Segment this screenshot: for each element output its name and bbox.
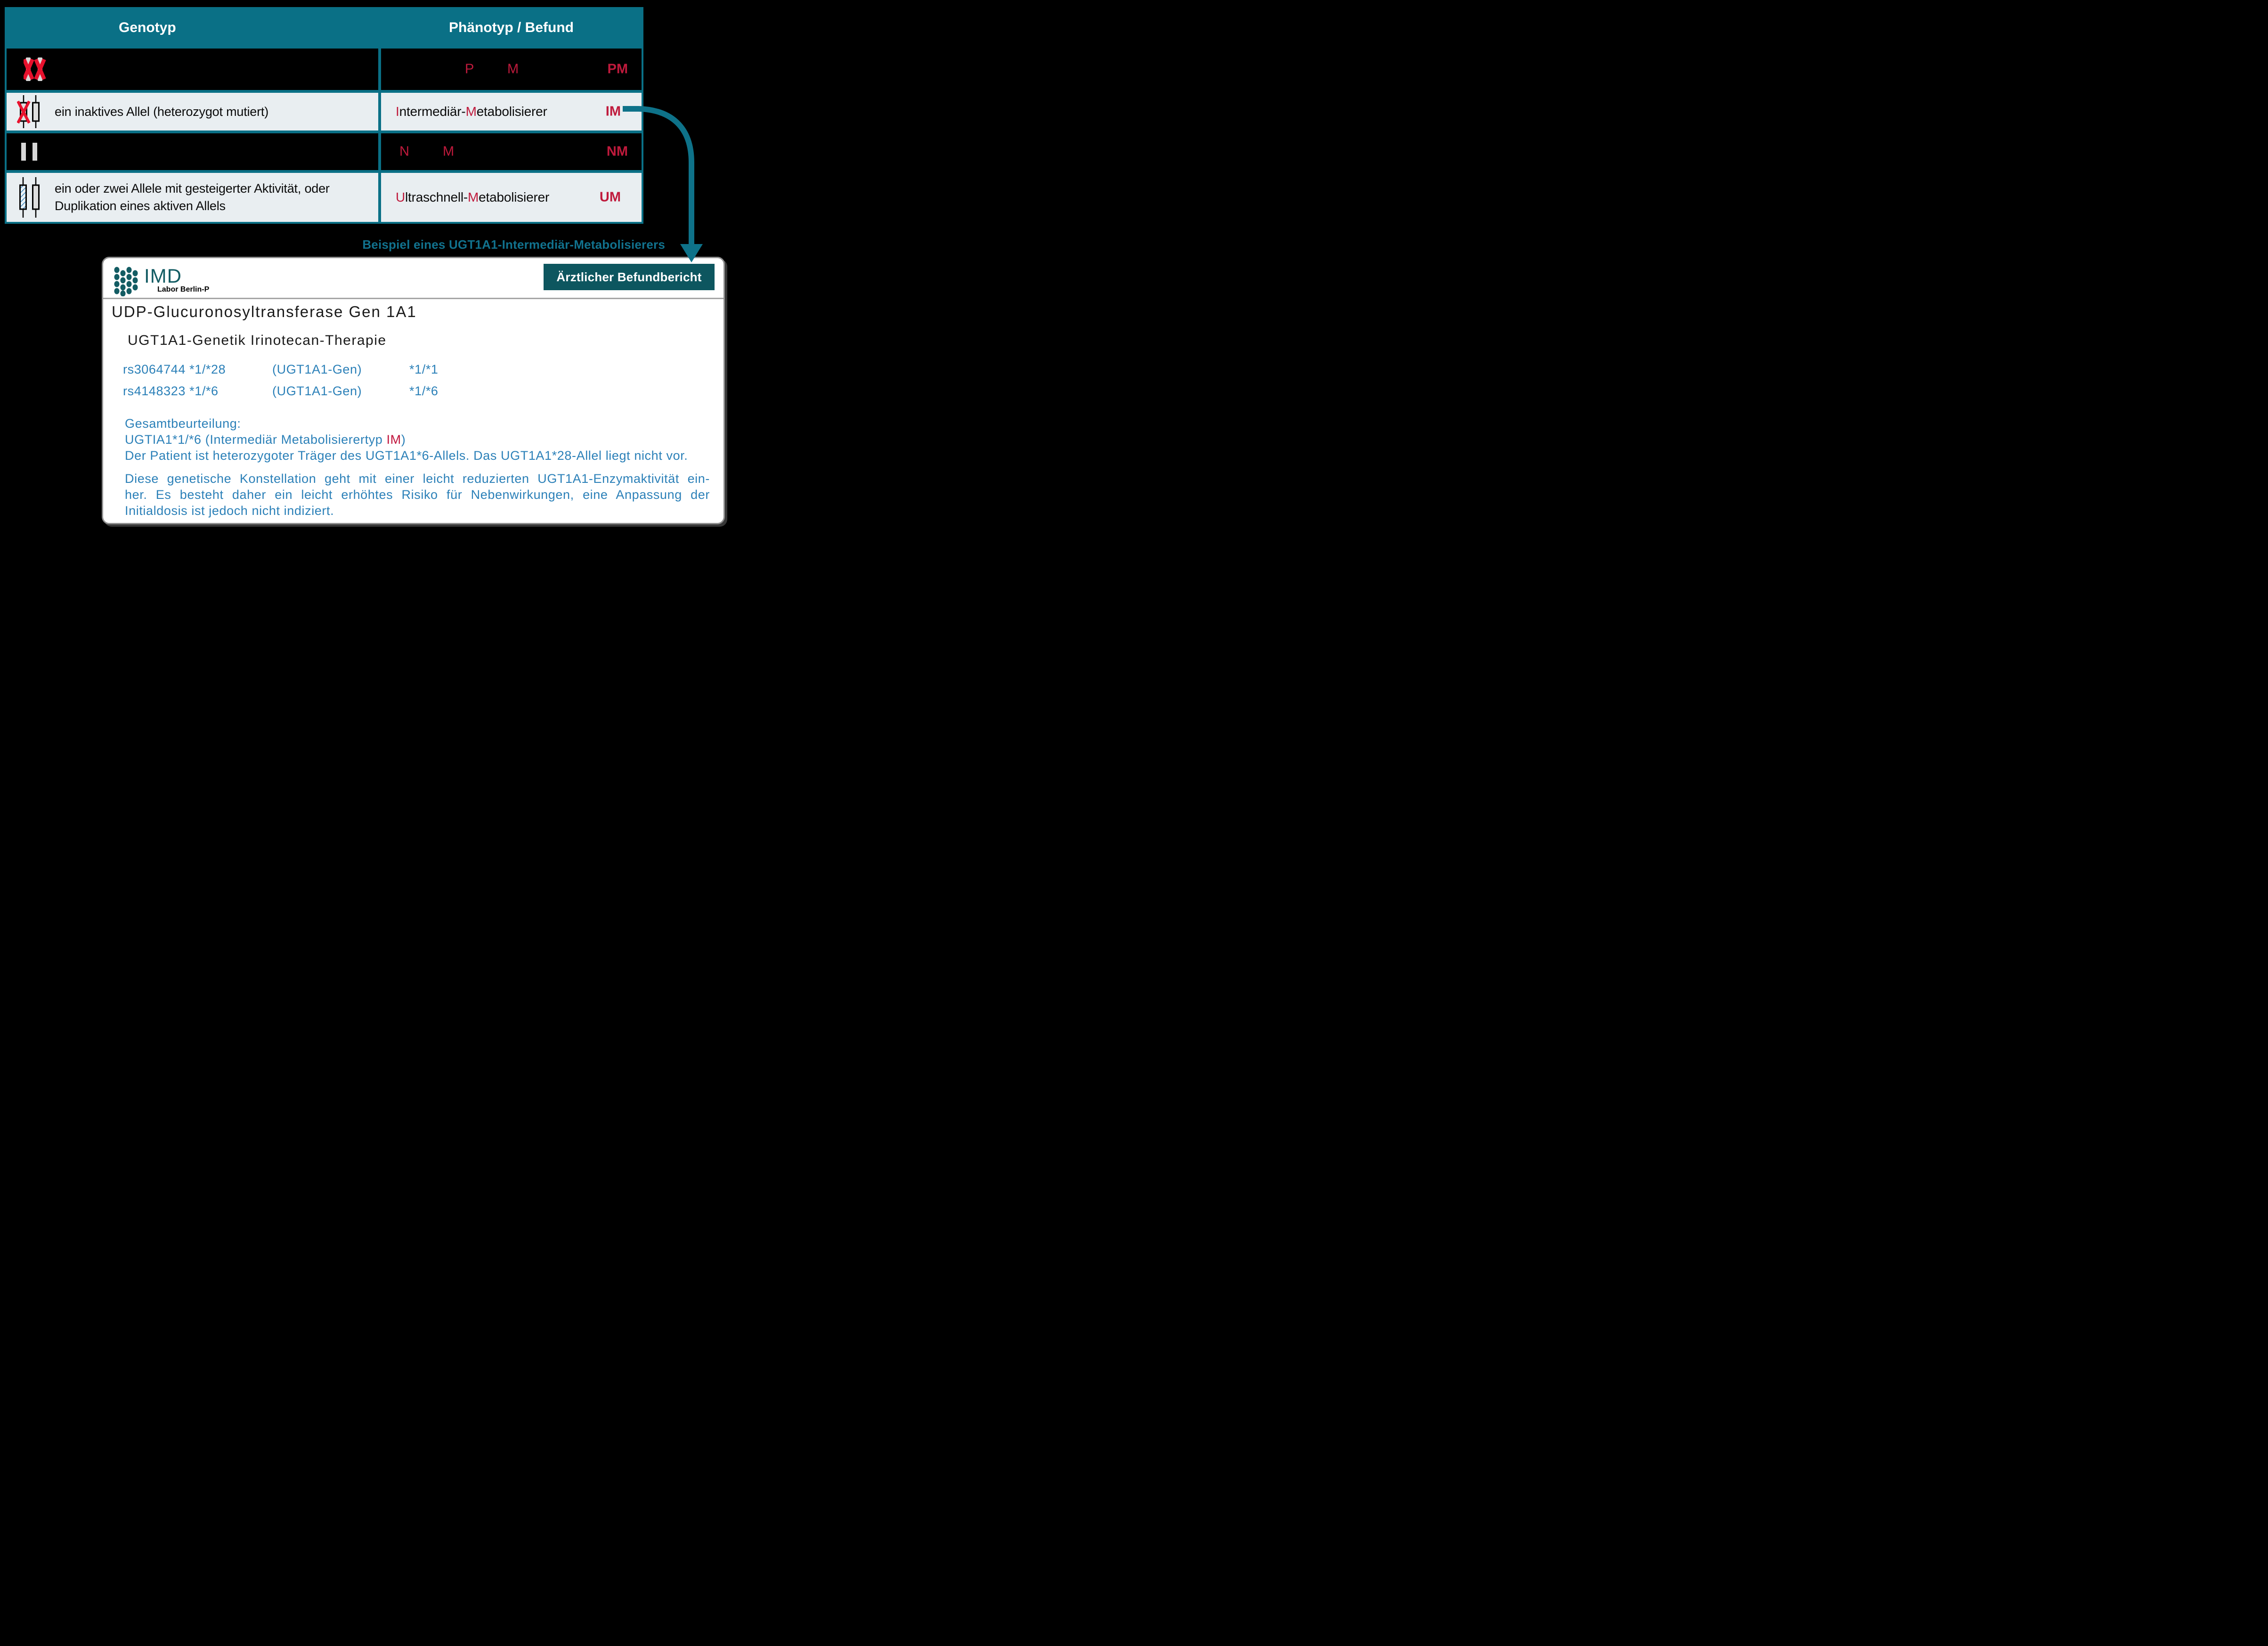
phenotype-initial: N — [399, 144, 409, 159]
table-row — [7, 93, 642, 130]
genotype-cell-redacted — [7, 49, 378, 90]
phenotype-cell-redacted — [381, 133, 642, 170]
genotype-phenotype-table — [5, 7, 643, 224]
note-line: Initialdosis ist jedoch nicht indiziert. — [125, 504, 334, 518]
report-subtitle: UGT1A1-Genetik Irinotecan-Therapie — [128, 333, 387, 348]
phenotype-name — [396, 190, 549, 205]
genotype-description: ein inaktives Allel (heterozygot mutiert) — [55, 104, 269, 119]
genotype-cell — [7, 173, 378, 222]
imd-dot-matrix-logo — [114, 264, 138, 296]
phenotype-cell — [381, 93, 642, 130]
assessment-result — [125, 432, 406, 447]
one-inactive-allele-icon — [17, 95, 42, 128]
two-normal-alleles-icon — [21, 143, 38, 161]
header-genotype: Genotyp — [119, 20, 176, 35]
genotype-cell — [7, 93, 378, 130]
result-marker: rs3064744 *1/*28 — [123, 362, 226, 376]
phenotype-code: IM — [605, 104, 621, 119]
lab-report-card — [102, 257, 725, 524]
report-type-badge: Ärztlicher Befundbericht — [544, 264, 715, 290]
phenotype-name — [396, 104, 547, 119]
phenotype-cell-redacted — [381, 49, 642, 90]
phenotype-initial-red: M — [465, 104, 477, 119]
assessment-text: ) — [401, 432, 406, 447]
result-genotype: *1/*6 — [409, 384, 439, 398]
infographic-page — [0, 0, 739, 536]
header-phenotype: Phänotyp / Befund — [449, 20, 574, 35]
phenotype-text: etabolisierer — [479, 190, 550, 204]
report-title: UDP-Glucuronosyltransferase Gen 1A1 — [112, 303, 417, 320]
phenotype-initial: P — [465, 61, 474, 77]
phenotype-initial-red: M — [468, 190, 479, 204]
phenotype-initial: M — [443, 144, 455, 159]
phenotype-code: UM — [599, 189, 621, 205]
genotype-cell-redacted — [7, 133, 378, 170]
header-divider — [103, 298, 723, 299]
im-code: IM — [386, 432, 401, 447]
brand-name: IMD — [144, 265, 182, 287]
assessment-text: UGTIA1*1/*6 (Intermediär Metabolisierertyp — [125, 432, 387, 447]
note-line: her. Es besteht daher ein leicht erhöhtes Risiko für Nebenwirkungen, eine Anpassung der — [125, 488, 710, 502]
table-row — [7, 173, 642, 222]
example-caption: Beispiel eines UGT1A1-Intermediär-Metabolisierers — [362, 237, 665, 252]
phenotype-initial: M — [507, 61, 519, 77]
table-header-row — [7, 7, 642, 49]
phenotype-text: ntermediär- — [399, 104, 466, 119]
brand-subtitle: Labor Berlin-P — [157, 285, 210, 293]
increased-activity-allele-icon — [17, 177, 42, 218]
table-row — [7, 133, 642, 170]
result-gene: (UGT1A1-Gen) — [272, 362, 362, 376]
two-inactive-alleles-icon — [24, 56, 47, 82]
result-genotype: *1/*1 — [409, 362, 439, 376]
phenotype-code: NM — [606, 144, 628, 159]
note-line: Diese genetische Konstellation geht mit einer leicht reduzierten UGT1A1-Enzymaktivität ein- — [125, 472, 710, 486]
assessment-detail: Der Patient ist heterozygoter Träger des UGT1A1*6-Allels. Das UGT1A1*28-Allel liegt nicht vor. — [125, 448, 688, 463]
result-gene: (UGT1A1-Gen) — [272, 384, 362, 398]
phenotype-text: ltraschnell- — [405, 190, 468, 204]
assessment-label: Gesamtbeurteilung: — [125, 416, 241, 431]
phenotype-initial-red: U — [396, 190, 406, 204]
result-marker: rs4148323 *1/*6 — [123, 384, 219, 398]
phenotype-cell — [381, 173, 642, 222]
phenotype-text: etabolisierer — [476, 104, 547, 119]
table-row — [7, 49, 642, 90]
phenotype-code: PM — [607, 61, 628, 77]
genotype-description: ein oder zwei Allele mit gesteigerter Aktivität, oder Duplikation eines aktiven Allels — [55, 181, 330, 213]
phenotype-initial-red: I — [396, 104, 399, 119]
